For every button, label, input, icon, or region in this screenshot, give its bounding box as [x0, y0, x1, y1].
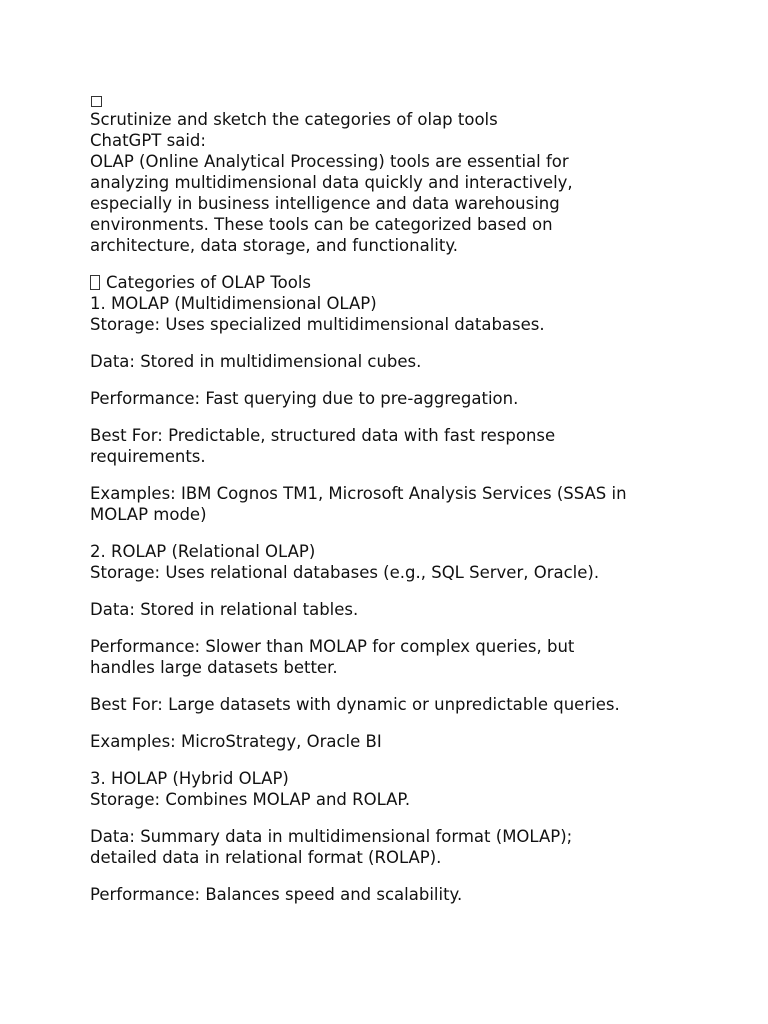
molap-examples: Examples: IBM Cognos TM1, Microsoft Analysis Services (SSAS in — [90, 484, 627, 503]
intro-line: especially in business intelligence and data warehousing — [90, 194, 560, 213]
rolap-title: 2. ROLAP (Relational OLAP) — [90, 542, 316, 561]
molap-storage: Storage: Uses specialized multidimensional databases. — [90, 315, 545, 334]
placeholder-box-row — [90, 90, 690, 109]
molap-title: 1. MOLAP (Multidimensional OLAP) — [90, 294, 377, 313]
rolap-best-for: Best For: Large datasets with dynamic or unpredictable queries. — [90, 695, 620, 714]
holap-title: 3. HOLAP (Hybrid OLAP) — [90, 769, 289, 788]
intro-line: environments. These tools can be categorized based on — [90, 215, 553, 234]
molap-best-for: Best For: Predictable, structured data with fast response — [90, 426, 556, 445]
rolap-performance: Performance: Slower than MOLAP for complex queries, but — [90, 637, 575, 656]
molap-performance: Performance: Fast querying due to pre-aggregation. — [90, 389, 519, 408]
holap-performance: Performance: Balances speed and scalability. — [90, 885, 463, 904]
holap-data: Data: Summary data in multidimensional format (MOLAP); — [90, 827, 573, 846]
molap-examples-cont: MOLAP mode) — [90, 505, 207, 524]
holap-storage: Storage: Combines MOLAP and ROLAP. — [90, 790, 411, 809]
rolap-data: Data: Stored in relational tables. — [90, 600, 359, 619]
holap-data-cont: detailed data in relational format (ROLAP). — [90, 848, 442, 867]
document-page — [90, 90, 690, 905]
missing-emoji-icon — [90, 275, 100, 290]
rolap-performance-cont: handles large datasets better. — [90, 658, 338, 677]
molap-best-for-cont: requirements. — [90, 447, 206, 466]
rolap-examples: Examples: MicroStrategy, Oracle BI — [90, 732, 382, 751]
rolap-storage: Storage: Uses relational databases (e.g., SQL Server, Oracle). — [90, 563, 600, 582]
user-prompt: Scrutinize and sketch the categories of olap tools — [90, 110, 498, 129]
intro-paragraph — [90, 151, 690, 256]
speaker-label: ChatGPT said: — [90, 131, 206, 150]
intro-line: architecture, data storage, and functionality. — [90, 236, 459, 255]
section-heading-text: Categories of OLAP Tools — [106, 273, 312, 292]
molap-data: Data: Stored in multidimensional cubes. — [90, 352, 422, 371]
section-heading — [90, 272, 690, 293]
missing-glyph-icon — [91, 96, 102, 107]
intro-line: analyzing multidimensional data quickly and interactively, — [90, 173, 573, 192]
intro-line: OLAP (Online Analytical Processing) tools are essential for — [90, 152, 569, 171]
